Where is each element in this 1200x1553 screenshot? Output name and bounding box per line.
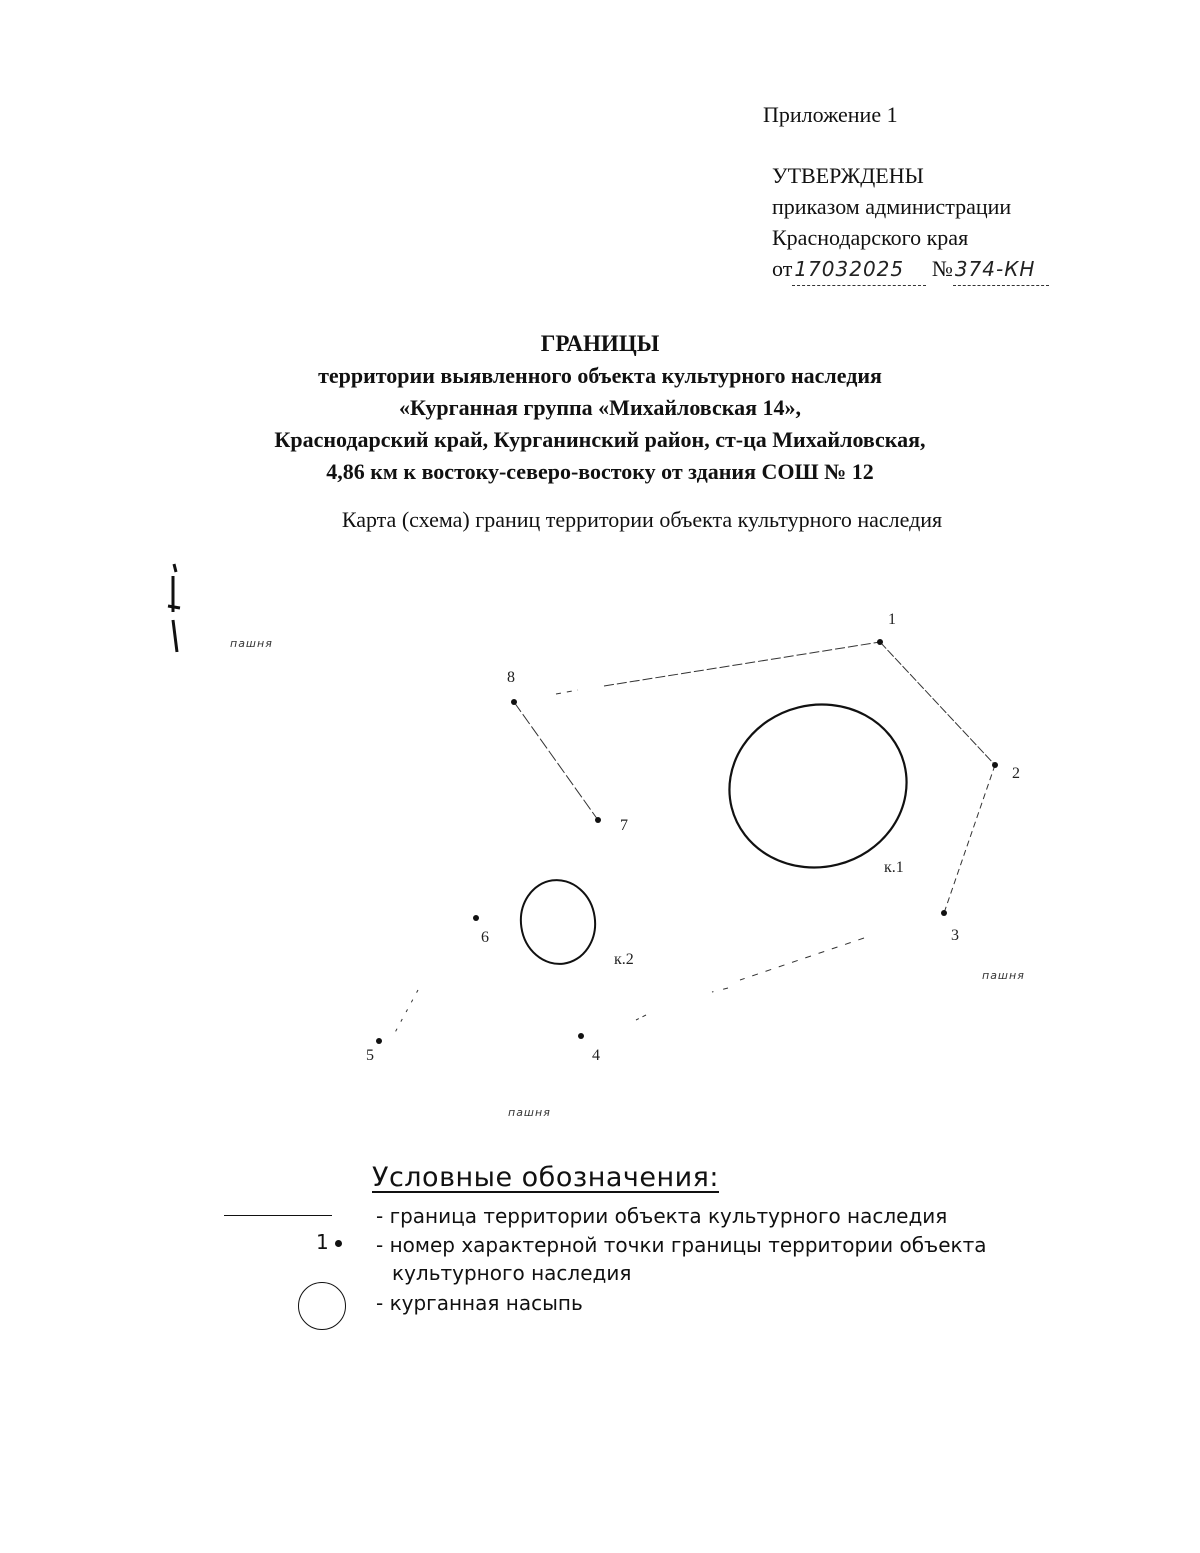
title-line-3: Краснодарский край, Курганинский район, ст-ца Михайловская,: [274, 427, 926, 452]
land-label-3: пашня: [508, 1106, 551, 1119]
boundary-point-5: [376, 1038, 382, 1044]
legend-item-point-cont: культурного наследия: [392, 1261, 632, 1285]
title-line-2: «Курганная группа «Михайловская 14»,: [399, 395, 801, 420]
appendix-label: Приложение 1: [763, 102, 898, 127]
point-label-5: 5: [366, 1047, 374, 1064]
point-label-1: 1: [888, 611, 896, 628]
point-label-3: 3: [951, 927, 959, 944]
handwritten-date: 17032025: [792, 254, 926, 286]
mound-2: [516, 875, 601, 968]
map-caption: Карта (схема) границ территории объекта культурного наследия: [341, 507, 943, 532]
point-label-8: 8: [507, 669, 515, 686]
boundary-point-2: [992, 762, 998, 768]
legend-boundary-line-icon: [224, 1215, 332, 1216]
boundary-point-4: [578, 1033, 584, 1039]
point-label-6: 6: [481, 929, 489, 946]
boundary-point-3: [941, 910, 947, 916]
approved-heading: УТВЕРЖДЕНЫ: [772, 163, 924, 188]
land-label-2: пашня: [982, 969, 1025, 982]
mound-label-1: к.1: [884, 859, 904, 876]
title-heading: ГРАНИЦЫ: [540, 331, 660, 356]
legend-point-dot-icon: [335, 1240, 342, 1247]
legend-mound-circle-icon: [298, 1282, 346, 1330]
legend-item-boundary: - граница территории объекта культурного наследия: [376, 1204, 948, 1228]
boundary-point-6: [473, 915, 479, 921]
approval-date-line: [772, 253, 1049, 286]
boundary-polygon: [392, 642, 995, 1038]
legend-item-mound: - курганная насыпь: [376, 1291, 583, 1315]
boundary-point-7: [595, 817, 601, 823]
point-label-7: 7: [620, 817, 628, 834]
approval-line-3: Краснодарского края: [772, 225, 969, 250]
point-label-2: 2: [1012, 765, 1020, 782]
legend-point-number: 1: [316, 1230, 329, 1254]
number-sign: №: [931, 256, 953, 281]
boundary-map: [0, 560, 1200, 1140]
land-label-1: пашня: [230, 637, 273, 650]
approval-block: [772, 160, 1049, 286]
mound-label-2: к.2: [614, 951, 634, 968]
point-label-4: 4: [592, 1047, 600, 1064]
document-title: [0, 328, 1200, 488]
boundary-point-1: [877, 639, 883, 645]
approval-line-2: приказом администрации: [772, 194, 1012, 219]
mound-1: [712, 686, 924, 886]
handwritten-number: 374-КН: [953, 254, 1049, 286]
boundary-point-8: [511, 699, 517, 705]
date-prefix: от: [772, 256, 793, 281]
title-line-1: территории выявленного объекта культурного наследия: [318, 363, 882, 388]
legend-title: Условные обозначения:: [372, 1162, 719, 1193]
legend-item-point: - номер характерной точки границы территории объекта: [376, 1233, 987, 1257]
title-line-4: 4,86 км к востоку-северо-востоку от здания СОШ № 12: [326, 459, 874, 484]
